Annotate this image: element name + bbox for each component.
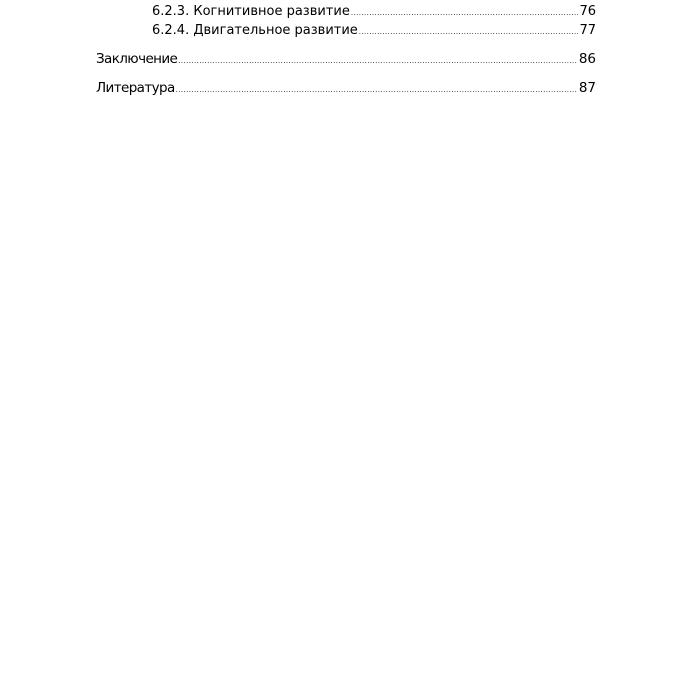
dot-leader bbox=[178, 58, 578, 65]
toc-entry-motor-development[interactable] bbox=[152, 23, 596, 38]
toc-entry-title: Литература bbox=[96, 80, 175, 96]
toc-entry-title: 6.2.4. Двигательное развитие bbox=[152, 23, 358, 38]
dot-leader bbox=[351, 10, 579, 17]
toc-entry-page-number: 86 bbox=[578, 51, 596, 67]
toc-entry-page-number: 87 bbox=[578, 80, 596, 96]
dot-leader bbox=[359, 29, 579, 36]
toc-entry-page-number: 77 bbox=[579, 23, 596, 38]
toc-entry-title: 6.2.3. Когнитивное развитие bbox=[152, 4, 350, 19]
dot-leader bbox=[176, 87, 578, 94]
toc-entry-title: Заключение bbox=[96, 51, 178, 67]
toc-entry-conclusion[interactable] bbox=[96, 51, 596, 67]
toc-entry-cognitive-development[interactable] bbox=[152, 4, 596, 19]
toc-entry-literature[interactable] bbox=[96, 80, 596, 96]
toc-entry-page-number: 76 bbox=[579, 4, 596, 19]
